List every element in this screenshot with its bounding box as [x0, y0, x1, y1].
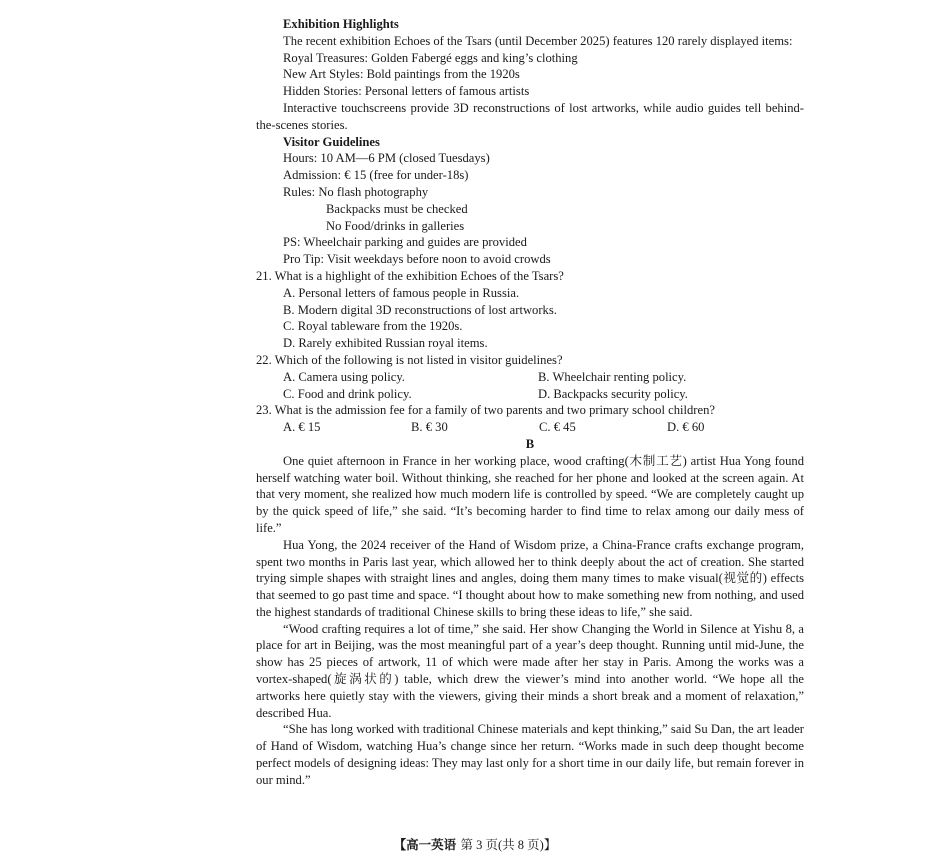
guideline-admission: Admission: € 15 (free for under-18s) [283, 168, 469, 183]
guidelines-heading: Visitor Guidelines [283, 134, 380, 149]
question-option: D. Rarely exhibited Russian royal items. [283, 336, 488, 351]
question-option: D. Backpacks security policy. [538, 386, 688, 401]
passage-paragraph: One quiet afternoon in France in her working place, wood crafting(木制工艺) artist Hua Yong found herself watching water boil. Without thinking, she reached for her phone and looked at the screen again. At that very moment, she realized how much modern life is controlled by speed. “We are completely caught up by the quick speed of life,” she said. “It’s becoming harder to find time to relax among our daily mess of life.” [256, 453, 804, 535]
question-options-row [256, 419, 804, 436]
guideline-tip: Pro Tip: Visit weekdays before noon to avoid crowds [283, 252, 551, 267]
highlights-heading: Exhibition Highlights [283, 17, 399, 31]
question-option: C. Royal tableware from the 1920s. [283, 319, 463, 334]
question-options-row [256, 369, 804, 386]
question-option: A. Camera using policy. [283, 369, 405, 384]
guideline-hours: Hours: 10 AM—6 PM (closed Tuesdays) [283, 151, 490, 166]
question-option: A. € 15 [283, 420, 321, 435]
guideline-ps: PS: Wheelchair parking and guides are provided [283, 235, 527, 250]
question-option: C. € 45 [539, 420, 576, 435]
highlight-item: Royal Treasures: Golden Fabergé eggs and king’s clothing [283, 50, 578, 65]
guideline-rule: No Food/drinks in galleries [326, 218, 465, 233]
footer-page-number: 第 3 页(共 8 页)】 [460, 838, 557, 852]
document-page [256, 16, 804, 789]
page-footer [0, 835, 950, 853]
question-stem: 23. What is the admission fee for a family of two parents and two primary school children? [256, 403, 715, 418]
footer-subject: 【高一英语 [393, 837, 457, 852]
question-option: D. € 60 [667, 420, 705, 435]
question-option: A. Personal letters of famous people in Russia. [283, 285, 520, 300]
guideline-rule: Rules: No flash photography [283, 184, 429, 199]
question-option: C. Food and drink policy. [283, 386, 412, 401]
passage-paragraph: “Wood crafting requires a lot of time,” she said. Her show Changing the World in Silence at Yishu 8, a place for art in Beijing, was the most meaningful part of a year’s deep thought. Running until mid-June, the show has 25 pieces of artwork, 11 of which were made after her stay in Paris. Among the works was a vortex-shaped(旋涡状的) table, which drew the viewer’s mind into another world. “We hope all the artworks here quietly stay with the viewers, giving their minds a short break and a moment of relaxation,” described Hua. [256, 621, 804, 720]
guideline-rule: Backpacks must be checked [326, 201, 468, 216]
question-option: B. Modern digital 3D reconstructions of lost artworks. [283, 302, 557, 317]
question-stem: 22. Which of the following is not listed in visitor guidelines? [256, 352, 563, 367]
highlights-intro: The recent exhibition Echoes of the Tsars (until December 2025) features 120 rarely displayed items: [283, 33, 793, 48]
section-b-title: B [525, 436, 535, 451]
question-option: B. Wheelchair renting policy. [538, 369, 687, 384]
highlights-interactive: Interactive touchscreens provide 3D reconstructions of lost artworks, while audio guides tell behind-the-scenes stories. [256, 100, 804, 132]
question-options-row [256, 386, 804, 403]
passage-paragraph: Hua Yong, the 2024 receiver of the Hand of Wisdom prize, a China-France crafts exchange program, spent two months in Paris last year, which allowed her to think deeply about the act of creation. She started trying simple shapes with straight lines and angles, doing them many times to make visual(视觉的) effects that seemed to go past time and space. “I thought about how to make something new from nothing, and used the highest standards of traditional Chinese skills to bring these ideas to life,” she said. [256, 537, 804, 619]
question-stem: 21. What is a highlight of the exhibition Echoes of the Tsars? [256, 268, 564, 283]
highlight-item: New Art Styles: Bold paintings from the 1920s [283, 67, 520, 82]
passage-paragraph: “She has long worked with traditional Chinese materials and kept thinking,” said Su Dan, the art leader of Hand of Wisdom, watching Hua’s change since her return. “Works made in such deep thought become perfect models of designing ideas: They may last only for a short time in our daily life, but remain forever in our mind.” [256, 722, 804, 787]
highlight-item: Hidden Stories: Personal letters of famous artists [283, 84, 530, 99]
question-option: B. € 30 [411, 420, 448, 435]
